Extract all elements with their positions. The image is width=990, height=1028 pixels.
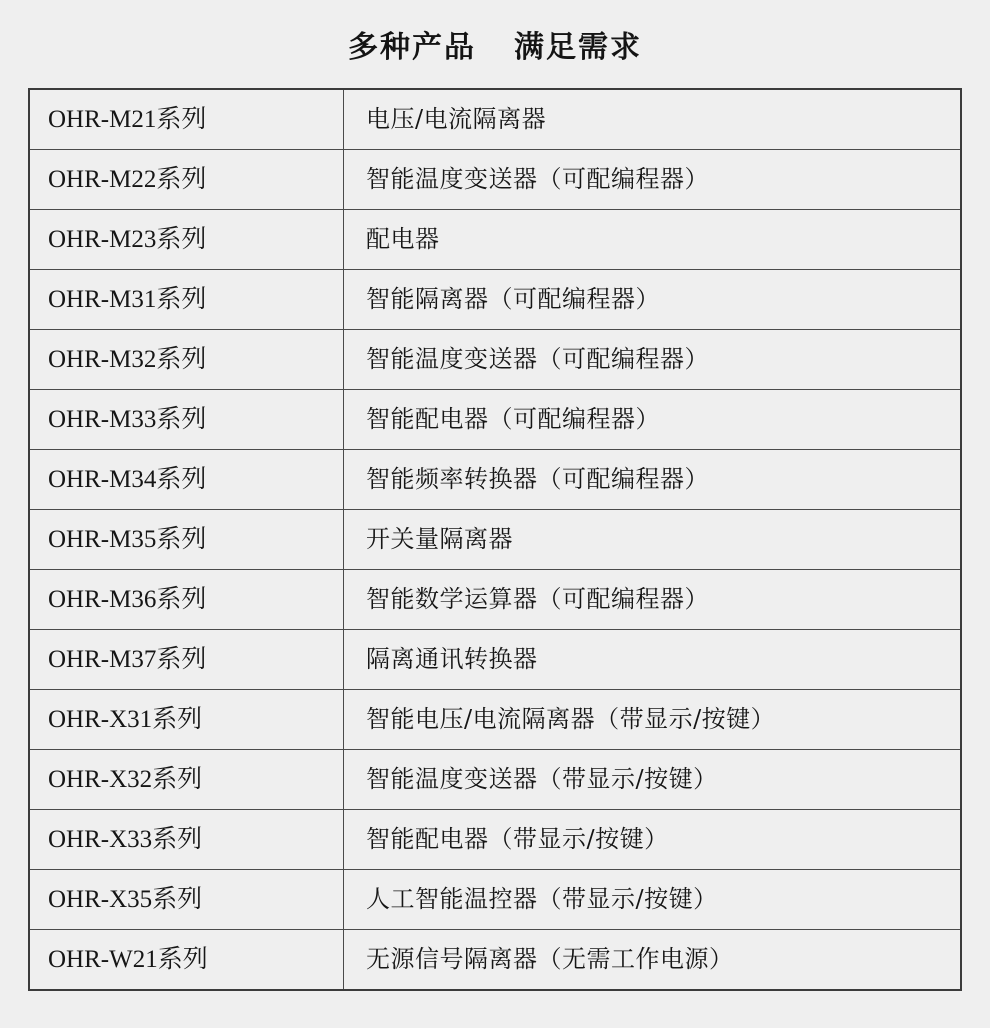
table-row <box>30 810 960 870</box>
product-description: 智能温度变送器（带显示/按键） <box>344 750 961 810</box>
product-description: 隔离通讯转换器 <box>344 630 961 690</box>
table-row <box>30 930 960 990</box>
product-model: OHR-M36系列 <box>30 570 344 630</box>
product-description: 智能温度变送器（可配编程器） <box>344 150 961 210</box>
table-row <box>30 330 960 390</box>
table-row <box>30 390 960 450</box>
product-description: 无源信号隔离器（无需工作电源） <box>344 930 961 990</box>
table-row <box>30 630 960 690</box>
product-table <box>30 90 960 989</box>
table-row <box>30 450 960 510</box>
table-row <box>30 150 960 210</box>
product-model: OHR-M33系列 <box>30 390 344 450</box>
table-row <box>30 510 960 570</box>
product-description: 电压/电流隔离器 <box>344 90 961 150</box>
product-description: 智能频率转换器（可配编程器） <box>344 450 961 510</box>
product-model: OHR-M37系列 <box>30 630 344 690</box>
product-model: OHR-X32系列 <box>30 750 344 810</box>
product-description: 开关量隔离器 <box>344 510 961 570</box>
product-description: 智能隔离器（可配编程器） <box>344 270 961 330</box>
product-description: 智能数学运算器（可配编程器） <box>344 570 961 630</box>
product-description: 智能电压/电流隔离器（带显示/按键） <box>344 690 961 750</box>
product-model: OHR-X33系列 <box>30 810 344 870</box>
product-description: 智能配电器（带显示/按键） <box>344 810 961 870</box>
product-description: 配电器 <box>344 210 961 270</box>
product-table-container <box>28 88 962 991</box>
table-row <box>30 90 960 150</box>
table-row <box>30 270 960 330</box>
product-table-body <box>30 90 960 989</box>
table-row <box>30 210 960 270</box>
product-model: OHR-M35系列 <box>30 510 344 570</box>
product-model: OHR-W21系列 <box>30 930 344 990</box>
product-description: 智能配电器（可配编程器） <box>344 390 961 450</box>
product-model: OHR-M34系列 <box>30 450 344 510</box>
product-model: OHR-X35系列 <box>30 870 344 930</box>
product-model: OHR-M22系列 <box>30 150 344 210</box>
product-model: OHR-M31系列 <box>30 270 344 330</box>
product-model: OHR-M32系列 <box>30 330 344 390</box>
product-model: OHR-M21系列 <box>30 90 344 150</box>
table-row <box>30 570 960 630</box>
page-title: 多种产品 满足需求 <box>348 31 642 64</box>
table-row <box>30 870 960 930</box>
product-model: OHR-M23系列 <box>30 210 344 270</box>
product-model: OHR-X31系列 <box>30 690 344 750</box>
table-row <box>30 690 960 750</box>
product-description: 智能温度变送器（可配编程器） <box>344 330 961 390</box>
table-row <box>30 750 960 810</box>
product-description: 人工智能温控器（带显示/按键） <box>344 870 961 930</box>
